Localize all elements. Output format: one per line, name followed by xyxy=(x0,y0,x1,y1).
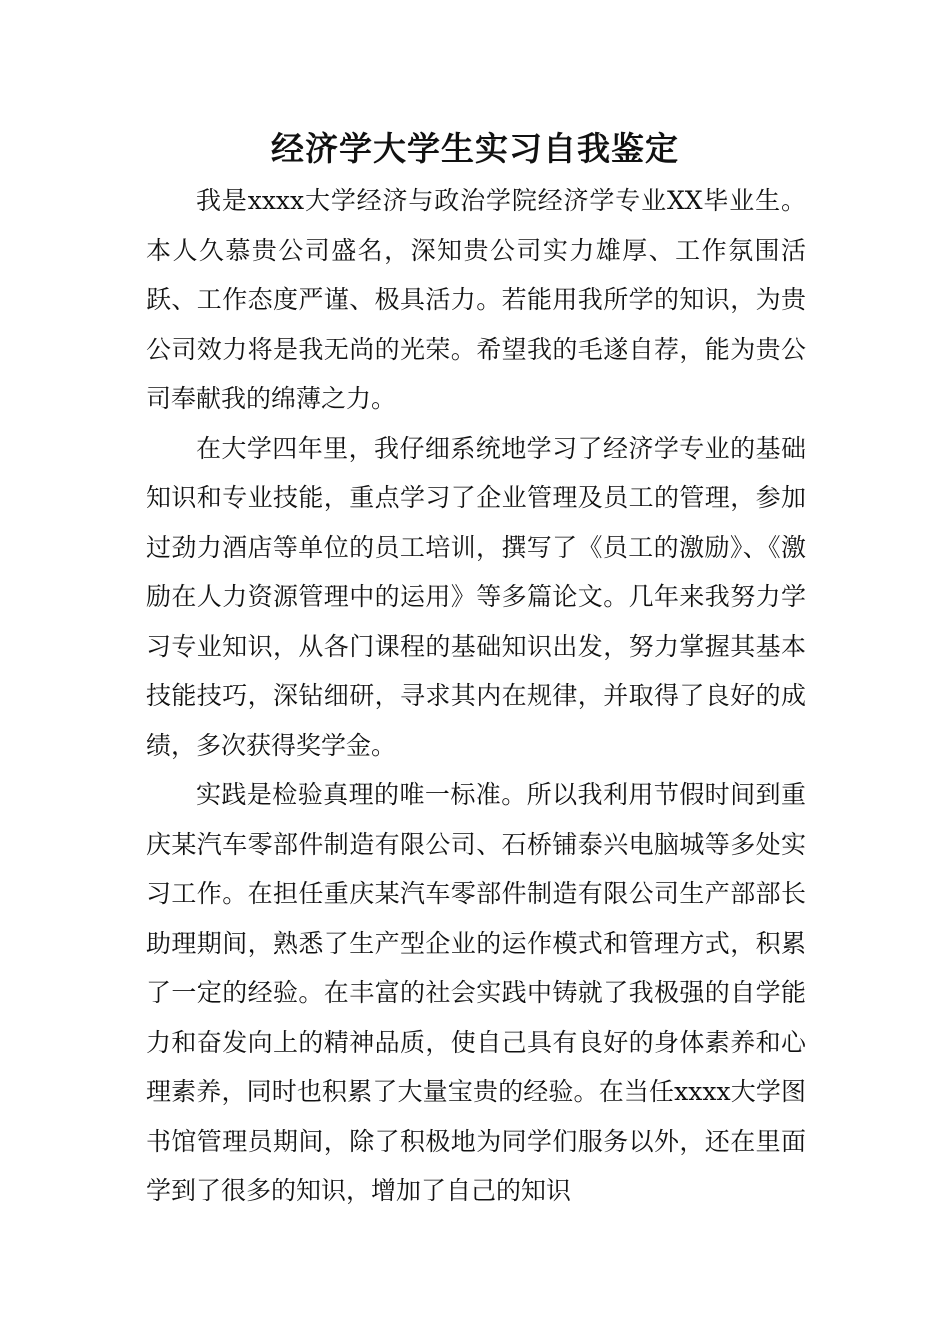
paragraph-practical-experience: 实践是检验真理的唯一标准。所以我利用节假时间到重庆某汽车零部件制造有限公司、石桥铺泰兴电脑城等多处实习工作。在担任重庆某汽车零部件制造有限公司生产部部长助理期间，熟悉了生产型企业的运作模式和管理方式，积累了一定的经验。在丰富的社会实践中铸就了我极强的自学能力和奋发向上的精神品质，使自己具有良好的身体素养和心理素养，同时也积累了大量宝贵的经验。在当任xxxx大学图书馆管理员期间，除了积极地为同学们服务以外，还在里面学到了很多的知识，增加了自己的知识 xyxy=(146,780,806,1205)
document-title: 经济学大学生实习自我鉴定 xyxy=(271,129,679,168)
document-body xyxy=(146,176,806,1216)
paragraph-university-study: 在大学四年里，我仔细系统地学习了经济学专业的基础知识和专业技能，重点学习了企业管理及员工的管理，参加过劲力酒店等单位的员工培训，撰写了《员工的激励》、《激励在人力资源管理中的运用》等多篇论文。几年来我努力学习专业知识，从各门课程的基础知识出发，努力掌握其基本技能技巧，深钻细研，寻求其内在规律，并取得了良好的成绩，多次获得奖学金。 xyxy=(146,433,806,760)
paragraph-self-introduction: 我是xxxx大学经济与政治学院经济学专业XX毕业生。本人久慕贵公司盛名，深知贵公司实力雄厚、工作氛围活跃、工作态度严谨、极具活力。若能用我所学的知识，为贵公司效力将是我无尚的光荣。希望我的毛遂自荐，能为贵公司奉献我的绵薄之力。 xyxy=(146,186,806,413)
